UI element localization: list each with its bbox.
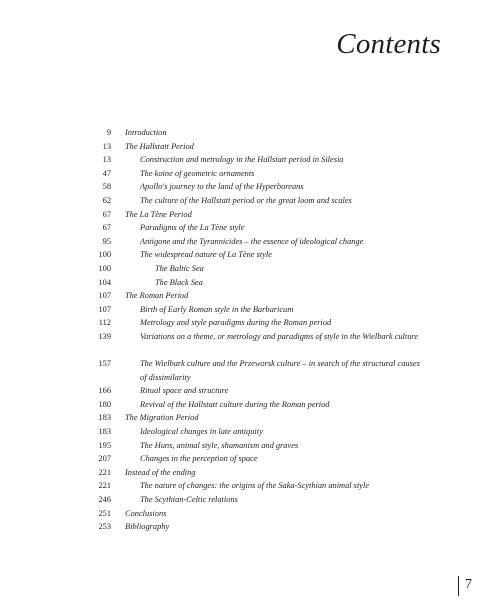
toc-page-number: 58 xyxy=(102,182,111,192)
toc-page-number: 13 xyxy=(102,141,111,151)
toc-entry-title: The widespread nature of La Tène style xyxy=(140,250,272,260)
toc-entry-title: The culture of the Hallstatt period or the great loom and scales xyxy=(140,195,352,205)
toc-page-number: 207 xyxy=(98,454,111,464)
toc-entry-title: The Migration Period xyxy=(125,413,199,423)
toc-page-number: 47 xyxy=(102,168,111,178)
toc-page-number: 183 xyxy=(98,413,111,423)
toc-entry-title: The Black Sea xyxy=(155,277,203,287)
toc-entry xyxy=(93,126,423,140)
toc-page-number: 180 xyxy=(98,399,111,409)
toc-entry-title: The La Tène Period xyxy=(125,209,192,219)
folio-divider xyxy=(458,576,459,596)
toc-entry xyxy=(93,466,423,480)
toc-entry-title: Antigone and the Tyrannicides – the essence of ideological change xyxy=(140,236,364,246)
toc-entry-title: Ritual space and structure xyxy=(140,386,229,396)
toc-page-number: 104 xyxy=(98,277,111,287)
toc-page-number: 67 xyxy=(102,209,111,219)
toc-entry xyxy=(93,316,423,330)
toc-entry xyxy=(93,479,423,493)
toc-entry xyxy=(93,493,423,507)
toc-entry-title: The koine of geometric ornaments xyxy=(140,168,255,178)
toc-entry xyxy=(93,384,423,398)
toc-entry xyxy=(93,303,423,317)
toc-entry-title: Construction and metrology in the Hallstatt period in Silesia xyxy=(140,155,344,165)
toc-entry xyxy=(93,439,423,453)
page-number: 7 xyxy=(465,577,472,592)
toc-page-number: 221 xyxy=(98,467,111,477)
toc-page-number: 221 xyxy=(98,481,111,491)
toc-page-number: 13 xyxy=(102,155,111,165)
toc-entry xyxy=(93,153,423,167)
toc-page-number: 183 xyxy=(98,427,111,437)
toc-page-number: 9 xyxy=(106,128,111,137)
toc-page-number: 246 xyxy=(98,495,111,505)
toc-entry-title: Ideological changes in late antiquity xyxy=(140,427,263,437)
toc-entry xyxy=(93,194,423,208)
toc-page-number: 62 xyxy=(102,195,111,205)
toc-entry xyxy=(93,262,423,276)
toc-entry-title: Bibliography xyxy=(125,522,170,532)
toc-page-number: 112 xyxy=(98,318,111,328)
toc-entry xyxy=(93,452,423,466)
page-title: Contents xyxy=(336,28,441,60)
toc-entry-title: Birth of Early Roman style in the Barbaricum xyxy=(140,304,294,314)
toc-entry xyxy=(93,276,423,290)
toc-entry-title: Metrology and style paradigms during the Roman period xyxy=(140,318,332,328)
toc-entry xyxy=(93,289,423,303)
toc-entry xyxy=(93,167,423,181)
toc-entry xyxy=(93,411,423,425)
toc-entry-title: Revival of the Hallstatt culture during the Roman period xyxy=(140,399,330,409)
toc-page-number: 107 xyxy=(98,291,111,301)
toc-entry-title: Paradigms of the La Tène style xyxy=(140,223,245,233)
table-of-contents xyxy=(93,126,423,534)
toc-entry-title: Instead of the ending xyxy=(125,467,196,477)
toc-entry-title: The nature of changes: the origins of the Saka-Scythian animal style xyxy=(140,481,370,491)
toc-entry-title: The Hallstatt Period xyxy=(125,141,194,151)
toc-entry-title: Apollo's journey to the land of the Hyperboreans xyxy=(140,182,304,192)
toc-entry-title: Variations on a theme, or metrology and paradigms of style in the Wielbark culture xyxy=(140,331,419,341)
toc-entry xyxy=(93,330,423,357)
toc-entry xyxy=(93,398,423,412)
toc-entry-title: The Wielbark culture and the Przeworsk culture – in search of the structural causes of dissimilarity xyxy=(140,359,420,382)
toc-entry xyxy=(93,520,423,534)
toc-entry-title: Introduction xyxy=(125,128,167,137)
toc-entry-title: The Huns, animal style, shamanism and graves xyxy=(140,440,299,450)
toc-entry xyxy=(93,235,423,249)
toc-entry-title: The Roman Period xyxy=(125,291,189,301)
toc-page-number: 253 xyxy=(98,522,111,532)
toc-page-number: 166 xyxy=(98,386,111,396)
toc-entry-title: The Baltic Sea xyxy=(155,263,204,273)
toc-page-number: 195 xyxy=(98,440,111,450)
toc-entry-title: Conclusions xyxy=(125,508,167,518)
toc-entry xyxy=(93,208,423,222)
toc-page-number: 67 xyxy=(102,223,111,233)
toc-entry xyxy=(93,140,423,154)
toc-entry-title: Changes in the perception of space xyxy=(140,454,258,464)
toc-page-number: 95 xyxy=(102,236,111,246)
toc-entry xyxy=(93,248,423,262)
toc-page-number: 107 xyxy=(98,304,111,314)
toc-entry xyxy=(93,221,423,235)
toc-page-number: 157 xyxy=(98,359,111,369)
toc-page-number: 100 xyxy=(98,263,111,273)
toc-page-number: 139 xyxy=(98,331,111,341)
toc-entry xyxy=(93,357,423,384)
toc-entry xyxy=(93,425,423,439)
toc-entry-title: The Scythian-Celtic relations xyxy=(140,495,238,505)
toc-entry xyxy=(93,180,423,194)
toc-page-number: 251 xyxy=(98,508,111,518)
toc-entry xyxy=(93,507,423,521)
toc-page-number: 100 xyxy=(98,250,111,260)
